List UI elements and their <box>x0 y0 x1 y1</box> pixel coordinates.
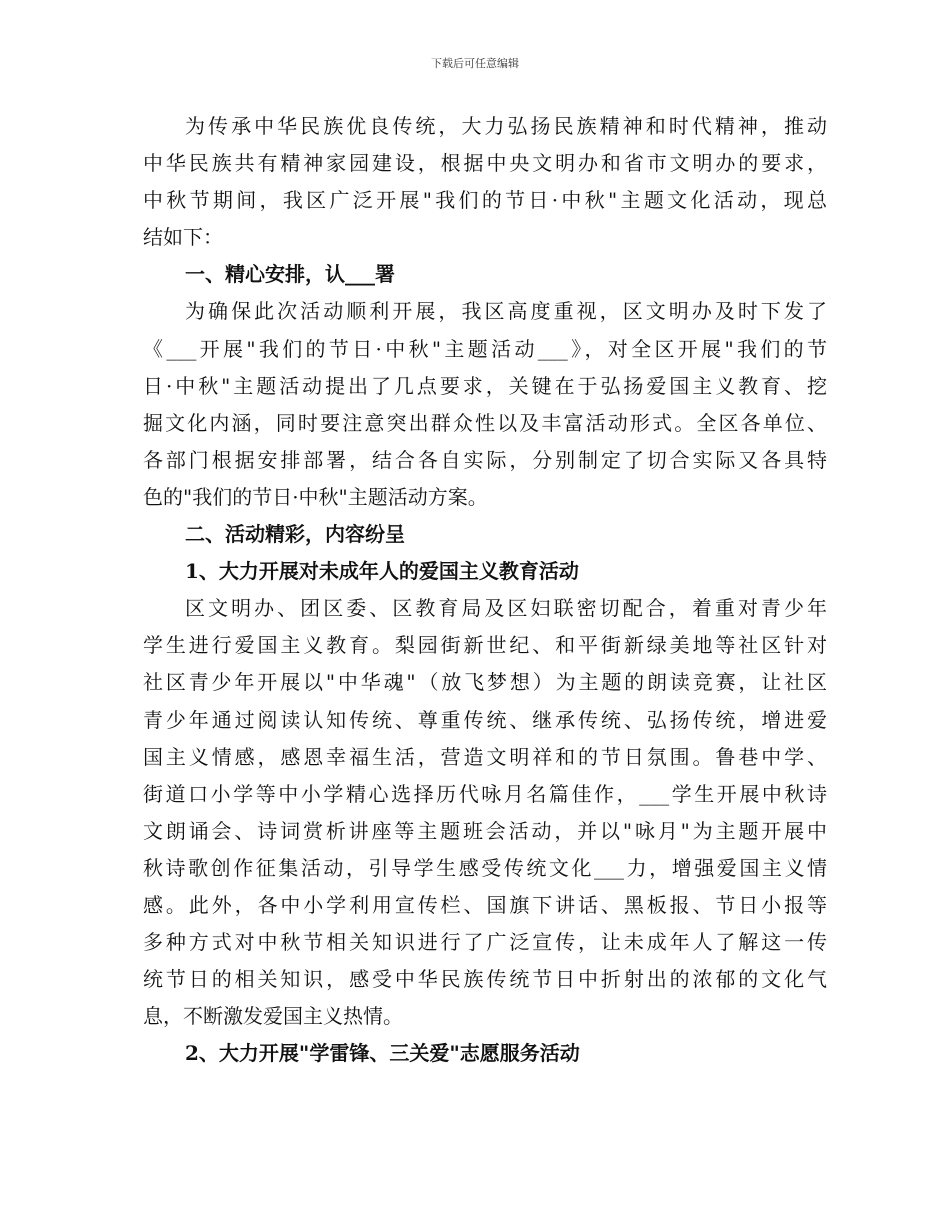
section1-line-6: 色的"我们的节日·中秋"主题活动方案。 <box>143 484 488 509</box>
section1-line-5: 各部门根据安排部署，结合各自实际，分别制定了切合实际又各具特 <box>143 447 827 472</box>
document-body <box>143 108 827 1072</box>
subsection1-line-3: 社区青少年开展以"中华魂"（放飞梦想）为主题的朗读竞赛，让社区 <box>143 670 827 695</box>
intro-line-2: 中华民族共有精神家园建设，根据中央文明办和省市文明办的要求， <box>143 151 827 176</box>
subsection1-line-6: 街道口小学等中小学精心选择历代咏月名篇佳作，___学生开展中秋诗 <box>143 781 827 806</box>
page-header-note: 下载后可任意编辑 <box>431 57 519 70</box>
subsection1-line-9: 感。此外，各中小学利用宣传栏、国旗下讲话、黑板报、节日小报等 <box>143 892 827 917</box>
subsection1-line-5: 国主义情感，感恩幸福生活，营造文明祥和的节日氛围。鲁巷中学、 <box>143 744 827 769</box>
subsection1-line-10: 多种方式对中秋节相关知识进行了广泛宣传，让未成年人了解这一传 <box>143 930 827 955</box>
subsection1-line-8: 秋诗歌创作征集活动，引导学生感受传统文化___力，增强爱国主义情 <box>143 855 827 880</box>
intro-line-1: 为传承中华民族优良传统，大力弘扬民族精神和时代精神，推动 <box>185 114 827 138</box>
subsection1-line-12: 息，不断激发爱国主义热情。 <box>143 1004 403 1029</box>
intro-line-4: 结如下： <box>143 225 223 250</box>
intro-line-3: 中秋节期间，我区广泛开展"我们的节日·中秋"主题文化活动，现总 <box>143 188 827 213</box>
subsection2-heading: 2、大力开展"学雷锋、三关爱"志愿服务活动 <box>185 1041 580 1066</box>
section1-line-2: 《___开展"我们的节日·中秋"主题活动___》，对全区开展"我们的节 <box>143 336 827 361</box>
section1-line-3: 日·中秋"主题活动提出了几点要求，关键在于弘扬爱国主义教育、挖 <box>143 373 827 398</box>
section2-heading: 二、活动精彩，内容纷呈 <box>185 522 405 547</box>
subsection1-line-4: 青少年通过阅读认知传统、尊重传统、继承传统、弘扬传统，增进爱 <box>143 707 827 732</box>
subsection1-heading: 1、大力开展对未成年人的爱国主义教育活动 <box>185 559 579 584</box>
subsection1-line-1: 区文明办、团区委、区教育局及区妇联密切配合，着重对青少年 <box>185 596 827 621</box>
subsection1-line-7: 文朗诵会、诗词赏析讲座等主题班会活动，并以"咏月"为主题开展中 <box>143 818 827 843</box>
subsection1-line-11: 统节日的相关知识，感受中华民族传统节日中折射出的浓郁的文化气 <box>143 967 827 992</box>
subsection1-line-2: 学生进行爱国主义教育。梨园街新世纪、和平街新绿美地等社区针对 <box>143 633 827 658</box>
section1-heading: 一、精心安排，认___署 <box>185 262 395 287</box>
section1-line-4: 掘文化内涵，同时要注意突出群众性以及丰富活动形式。全区各单位、 <box>143 410 827 435</box>
section1-line-1: 为确保此次活动顺利开展，我区高度重视，区文明办及时下发了 <box>185 299 827 324</box>
